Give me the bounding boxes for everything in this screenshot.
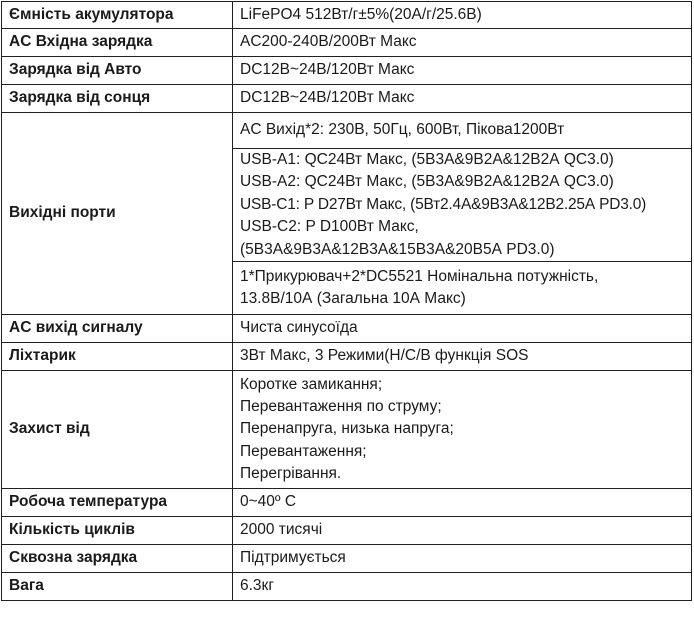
spec-label: Ємність акумулятора [2, 2, 233, 29]
spec-value: AC200-240В/200Вт Макс [233, 29, 692, 57]
protection-line: Коротке замикання; [240, 375, 383, 393]
usb-output-value [233, 149, 692, 262]
spec-row-flashlight [2, 343, 692, 371]
spec-value: DC12В~24В/120Вт Макс [233, 57, 692, 85]
dc-line: 1*Прикурювач+2*DC5521 Номінальна потужність, [240, 267, 599, 285]
spec-label: Кількість циклів [2, 517, 233, 545]
spec-row-output-ports [2, 113, 692, 149]
protection-value [233, 371, 692, 489]
spec-label: Сквозна зарядка [2, 545, 233, 573]
spec-value: 2000 тисячі [233, 517, 692, 545]
usb-line: USB-C2: P D100Вт Макс, [240, 218, 419, 236]
spec-row-temperature [2, 489, 692, 517]
spec-value: Чиста синусоїда [233, 315, 692, 343]
usb-line: USB-A1: QC24Вт Макс, (5В3А&9В2А&12В2А QC3.0) [240, 151, 614, 168]
spec-value: 3Вт Макс, 3 Режими(Н/С/В функція SOS [233, 343, 692, 371]
specifications-table [1, 1, 692, 601]
spec-label: Зарядка від Авто [2, 57, 233, 85]
dc-line: 13.8В/10А (Загальна 10А Макс) [240, 290, 466, 308]
spec-row-ac-signal [2, 315, 692, 343]
spec-value: Підтримується [233, 545, 692, 573]
protection-line: Перегрівання. [240, 465, 342, 483]
dc-output-value [233, 262, 692, 315]
protection-line: Перевантаження по струму; [240, 397, 442, 415]
spec-row-cycles [2, 517, 692, 545]
spec-row-weight [2, 573, 692, 601]
spec-label: Вага [2, 573, 233, 601]
spec-value: 6.3кг [233, 573, 692, 601]
spec-value: LiFePO4 512Вт/г±5%(20А/г/25.6В) [233, 2, 692, 29]
spec-row-solar [2, 85, 692, 113]
spec-row-capacity [2, 2, 692, 29]
spec-row-passthrough [2, 545, 692, 573]
spec-value: 0~40º С [233, 489, 692, 517]
ac-output-value: AC Вихід*2: 230В, 50Гц, 600Вт, Пікова1200Вт [233, 113, 692, 149]
spec-label: Робоча температура [2, 489, 233, 517]
spec-row-protection [2, 371, 692, 489]
spec-label: AC вихід сигналу [2, 315, 233, 343]
usb-line: (5В3А&9В3А&12В3А&15В3А&20В5А PD3.0) [240, 240, 555, 258]
spec-label: Захист від [2, 371, 233, 489]
spec-label: Ліхтарик [2, 343, 233, 371]
usb-line: USB-C1: P D27Вт Макс, (5Вт2.4А&9В3А&12В2.25А PD3.0) [240, 195, 647, 213]
protection-line: Перевантаження; [240, 442, 367, 460]
spec-row-ac-input [2, 29, 692, 57]
spec-label: Зарядка від сонця [2, 85, 233, 113]
spec-value: DC12В~24В/120Вт Макс [233, 85, 692, 113]
protection-line: Перенапруга, низька напруга; [240, 420, 454, 438]
spec-label: Вихідні порти [2, 113, 233, 315]
spec-label: AC Вхідна зарядка [2, 29, 233, 57]
usb-line: USB-A2: QC24Вт Макс, (5В3А&9В2А&12В2А QC3.0) [240, 173, 614, 191]
spec-row-car-charge [2, 57, 692, 85]
